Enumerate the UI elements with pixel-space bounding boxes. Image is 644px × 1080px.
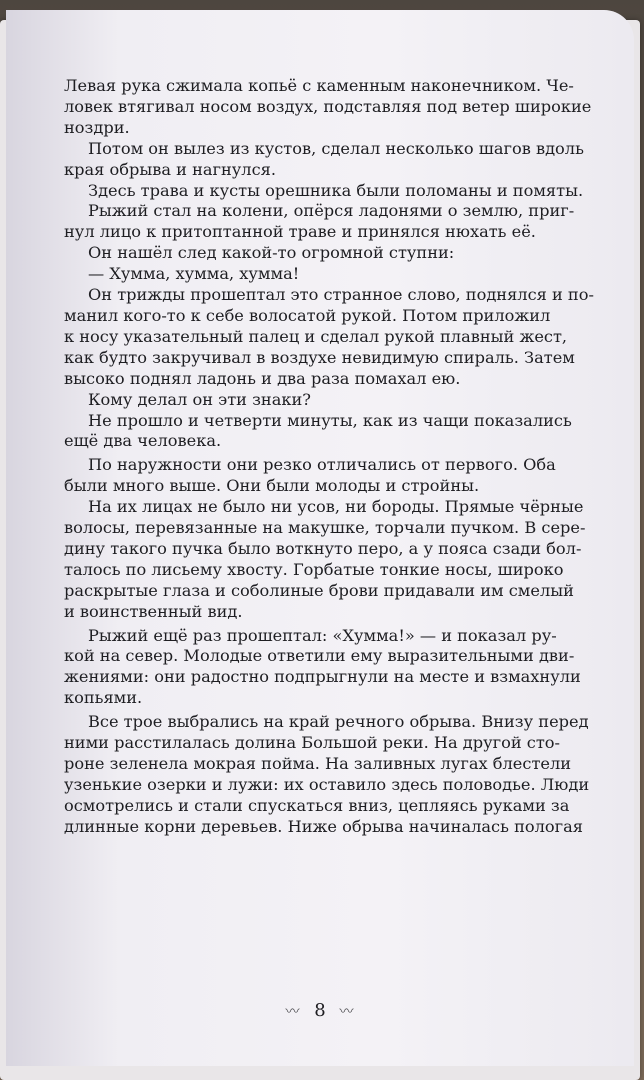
page-footer bbox=[6, 1000, 634, 1021]
text-line: высоко поднял ладонь и два раза помахал ею. bbox=[64, 368, 461, 388]
text-line: манил кого-то к себе волосатой рукой. Потом приложил bbox=[64, 305, 551, 325]
text-line: Он трижды прошептал это странное слово, поднялся и по- bbox=[88, 285, 594, 305]
text-line: узенькие озерки и лужи: их оставило здесь половодье. Люди bbox=[64, 774, 590, 794]
text-line: дину такого пучка было воткнуто перо, а у пояса сзади бол- bbox=[64, 538, 582, 558]
text-line: к носу указательный палец и сделал рукой плавный жест, bbox=[64, 326, 568, 346]
text-line: копьями. bbox=[64, 688, 143, 708]
text-line: осмотрелись и стали спускаться вниз, цепляясь руками за bbox=[64, 795, 570, 815]
text-line: Рыжий ещё раз прошептал: «Хумма!» — и показал ру- bbox=[88, 625, 557, 645]
text-line: — Хумма, хумма, хумма! bbox=[88, 264, 300, 284]
text-line: Он нашёл след какой-то огромной ступни: bbox=[88, 243, 455, 263]
text-line: длинные корни деревьев. Ниже обрыва начиналась пологая bbox=[64, 816, 583, 836]
text-line: По наружности они резко отличались от первого. Оба bbox=[88, 455, 556, 475]
text-line: На их лицах не было ни усов, ни бороды. Прямые чёрные bbox=[88, 497, 584, 517]
text-line: кой на север. Молодые ответили ему выразительными дви- bbox=[64, 646, 575, 666]
text-line: ещё два человека. bbox=[64, 431, 222, 451]
text-line: жениями: они радостно подпрыгнули на месте и взмахнули bbox=[64, 667, 581, 687]
text-line: нул лицо к притоптанной траве и принялся нюхать её. bbox=[64, 222, 536, 242]
text-line: Рыжий стал на колени, опёрся ладонями о землю, приг- bbox=[88, 201, 575, 221]
text-line: волосы, перевязанные на макушке, торчали пучком. В сере- bbox=[64, 518, 586, 538]
text-line: раскрытые глаза и соболиные брови придавали им смелый bbox=[64, 580, 574, 600]
body-text bbox=[64, 76, 634, 838]
text-line: талось по лисьему хвосту. Горбатые тонкие носы, широко bbox=[64, 559, 564, 579]
text-line: ловек втягивал носом воздух, подставляя под ветер широкие bbox=[64, 96, 592, 116]
text-line: ноздри. bbox=[64, 117, 130, 137]
text-line: роне зеленела мокрая пойма. На заливных лугах блестели bbox=[64, 754, 572, 773]
text-line: ними расстилалась долина Большой реки. На другой сто- bbox=[64, 733, 561, 753]
ornament-left: 〰 bbox=[285, 1004, 301, 1020]
text-line: Потом он вылез из кустов, сделал несколько шагов вдоль bbox=[88, 138, 584, 158]
text-line: Здесь трава и кусты орешника были поломаны и помяты. bbox=[88, 180, 584, 200]
text-line: Не прошло и четверти минуты, как из чащи показались bbox=[88, 410, 572, 430]
text-line: края обрыва и нагнулся. bbox=[64, 159, 277, 179]
text-line: как будто закручивал в воздухе невидимую спираль. Затем bbox=[64, 347, 575, 367]
text-line: и воинственный вид. bbox=[64, 601, 243, 621]
page-number: 8 bbox=[314, 1000, 326, 1021]
text-line: Левая рука сжимала копьё с каменным наконечником. Че- bbox=[64, 76, 574, 95]
text-line: были много выше. Они были молоды и стройны. bbox=[64, 476, 480, 496]
text-line: Все трое выбрались на край речного обрыва. Внизу перед bbox=[88, 712, 589, 732]
book-page bbox=[6, 10, 634, 1066]
ornament-right: 〰 bbox=[339, 1004, 355, 1020]
text-line: Кому делал он эти знаки? bbox=[88, 389, 311, 409]
